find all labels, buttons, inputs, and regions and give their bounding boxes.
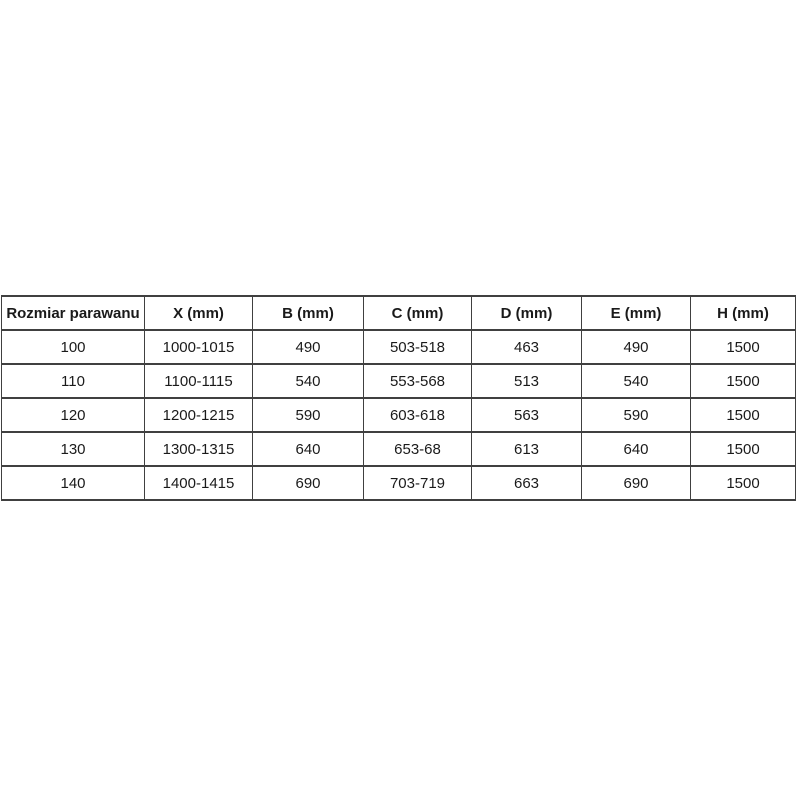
table-cell: 1100-1115 bbox=[145, 364, 253, 398]
table-cell: 490 bbox=[582, 330, 691, 364]
table-cell: 1300-1315 bbox=[145, 432, 253, 466]
table-cell: 463 bbox=[472, 330, 582, 364]
table-cell: 590 bbox=[582, 398, 691, 432]
table-cell: 690 bbox=[582, 466, 691, 500]
table-cell: 540 bbox=[253, 364, 364, 398]
table-cell: 130 bbox=[2, 432, 145, 466]
table-cell: 1500 bbox=[691, 466, 796, 500]
table-cell: 540 bbox=[582, 364, 691, 398]
table-cell: 1000-1015 bbox=[145, 330, 253, 364]
table-cell: 590 bbox=[253, 398, 364, 432]
table-cell: 110 bbox=[2, 364, 145, 398]
column-header-x: X (mm) bbox=[145, 296, 253, 330]
table-cell: 1200-1215 bbox=[145, 398, 253, 432]
column-header-rozmiar: Rozmiar parawanu bbox=[2, 296, 145, 330]
table-cell: 140 bbox=[2, 466, 145, 500]
table-cell: 490 bbox=[253, 330, 364, 364]
table-cell: 1500 bbox=[691, 364, 796, 398]
table-cell: 503-518 bbox=[364, 330, 472, 364]
table-cell: 1500 bbox=[691, 330, 796, 364]
table-cell: 640 bbox=[253, 432, 364, 466]
table-cell: 690 bbox=[253, 466, 364, 500]
table-cell: 640 bbox=[582, 432, 691, 466]
table-cell: 553-568 bbox=[364, 364, 472, 398]
table-row bbox=[2, 330, 796, 364]
table-cell: 1500 bbox=[691, 432, 796, 466]
table-row bbox=[2, 364, 796, 398]
table-row bbox=[2, 432, 796, 466]
table-cell: 120 bbox=[2, 398, 145, 432]
size-spec-table bbox=[1, 295, 796, 501]
table-cell: 663 bbox=[472, 466, 582, 500]
column-header-c: C (mm) bbox=[364, 296, 472, 330]
table-cell: 513 bbox=[472, 364, 582, 398]
header-row bbox=[2, 296, 796, 330]
column-header-b: B (mm) bbox=[253, 296, 364, 330]
table-cell: 603-618 bbox=[364, 398, 472, 432]
column-header-h: H (mm) bbox=[691, 296, 796, 330]
table-cell: 1500 bbox=[691, 398, 796, 432]
table-cell: 1400-1415 bbox=[145, 466, 253, 500]
column-header-e: E (mm) bbox=[582, 296, 691, 330]
table-cell: 563 bbox=[472, 398, 582, 432]
table-cell: 703-719 bbox=[364, 466, 472, 500]
table-row bbox=[2, 398, 796, 432]
column-header-d: D (mm) bbox=[472, 296, 582, 330]
table-cell: 100 bbox=[2, 330, 145, 364]
table-row bbox=[2, 466, 796, 500]
table-cell: 613 bbox=[472, 432, 582, 466]
table-cell: 653-68 bbox=[364, 432, 472, 466]
